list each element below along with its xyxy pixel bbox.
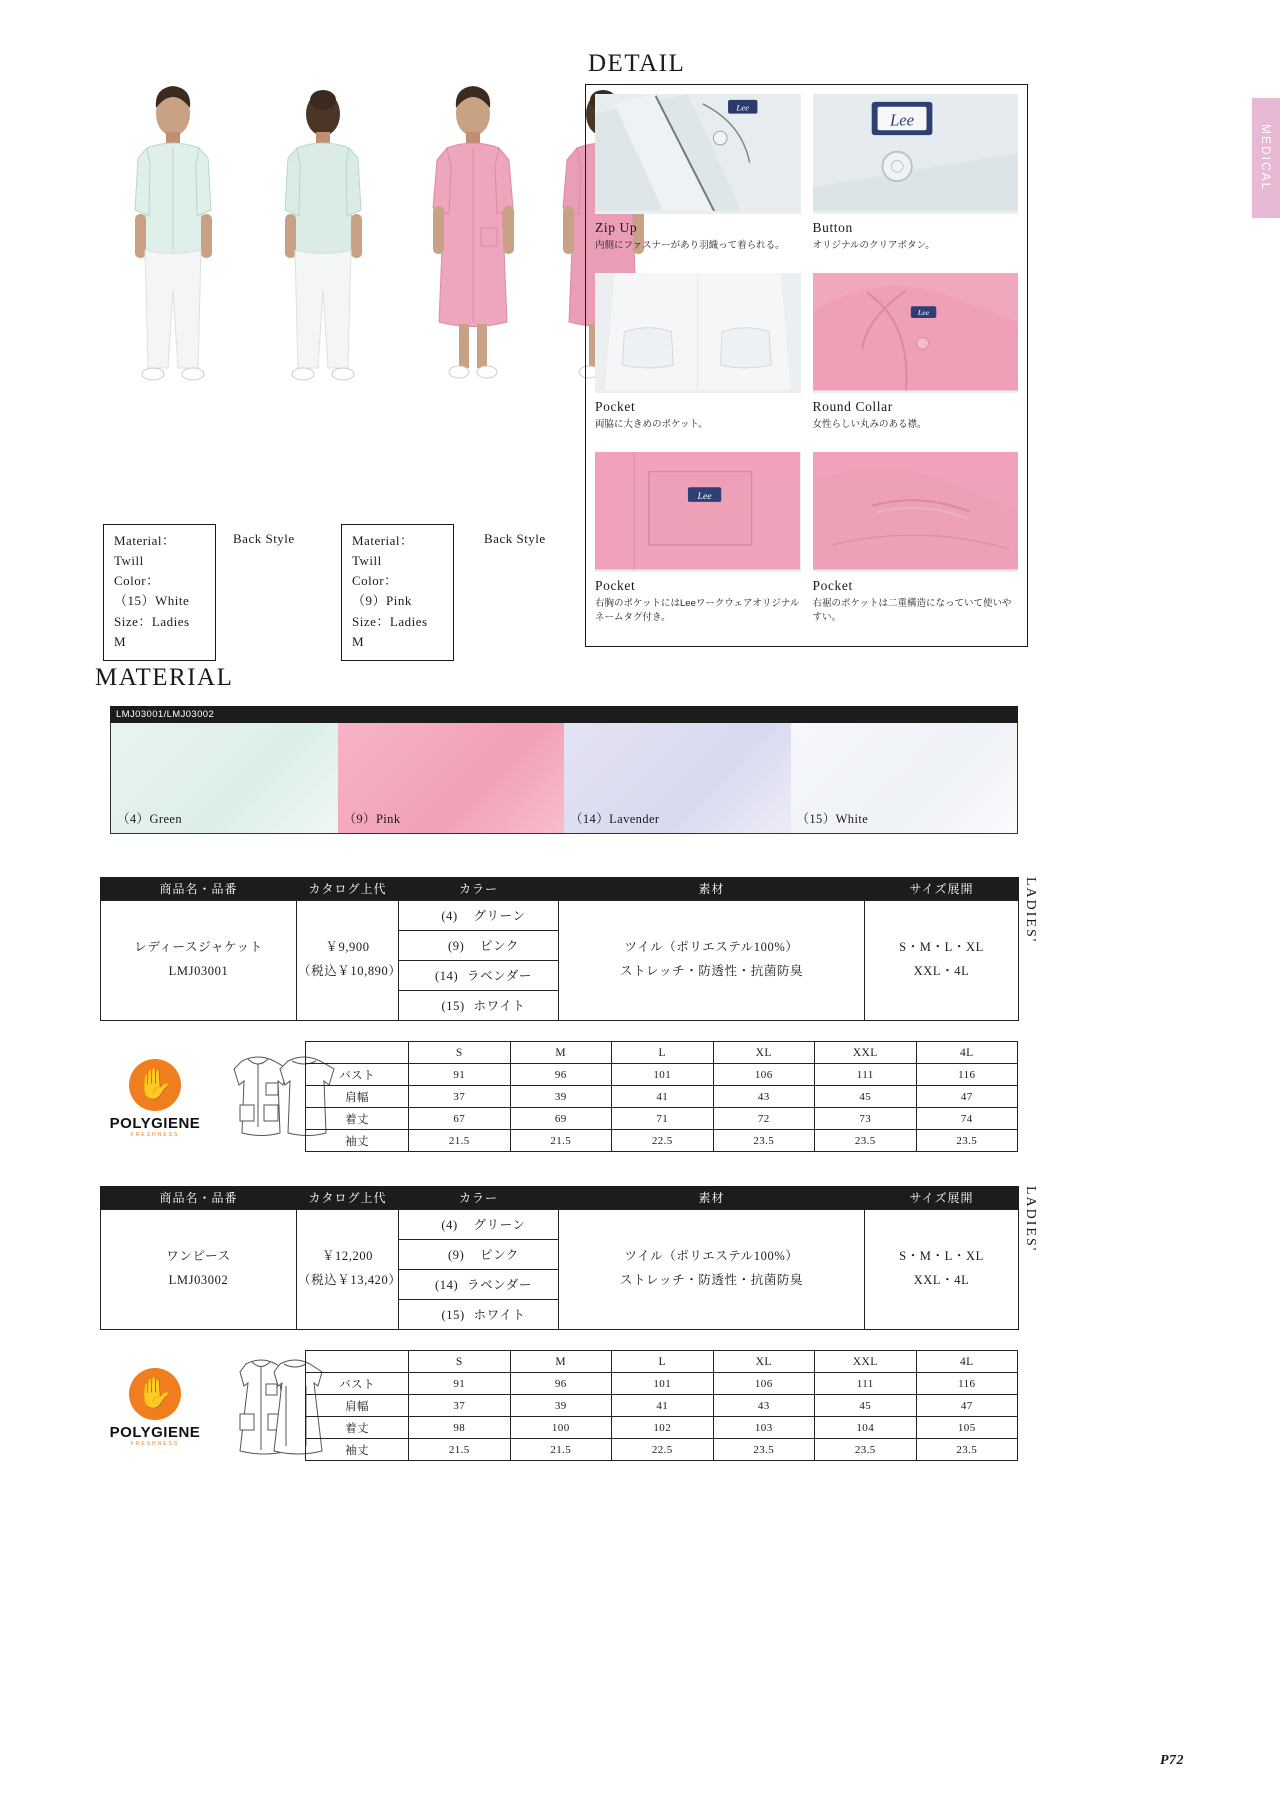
swatch-label: （4）Green bbox=[117, 812, 182, 826]
detail-item-name: Pocket bbox=[595, 578, 636, 594]
measure-value: 72 bbox=[713, 1108, 815, 1130]
size-range-2: XXL・4L bbox=[913, 964, 970, 978]
measure-label: バスト bbox=[306, 1064, 409, 1086]
model-back-green bbox=[263, 78, 383, 518]
detail-item-desc: オリジナルのクリアボタン。 bbox=[812, 240, 935, 251]
table-header-row bbox=[306, 1042, 1018, 1064]
price-value: ￥9,900 bbox=[325, 940, 370, 955]
section-tab-label: MEDICAL bbox=[1259, 124, 1273, 192]
color-number: (9) bbox=[447, 939, 465, 953]
col-price: カタログ上代 bbox=[297, 1186, 399, 1209]
svg-text:Lee: Lee bbox=[917, 308, 929, 318]
col-xxl: XXL bbox=[815, 1042, 917, 1064]
measure-value: 105 bbox=[916, 1417, 1018, 1439]
fabric-line-1: ツイル（ポリエステル100%） bbox=[624, 1249, 799, 1264]
table-row bbox=[306, 1086, 1018, 1108]
col-4l: 4L bbox=[916, 1042, 1018, 1064]
back-style-label-left: Back Style bbox=[233, 531, 295, 546]
color-name: ホワイト bbox=[473, 999, 526, 1013]
col-m: M bbox=[510, 1042, 612, 1064]
polygiene-logo bbox=[100, 1368, 210, 1447]
color-number: (15) bbox=[441, 999, 465, 1013]
color-option bbox=[399, 1239, 559, 1269]
swatch-label: （15）White bbox=[796, 812, 869, 826]
table-row bbox=[306, 1108, 1018, 1130]
detail-item-name: Round Collar bbox=[812, 399, 893, 415]
color-number: (14) bbox=[434, 969, 459, 983]
detail-photo-pocket-white bbox=[595, 273, 801, 393]
table-header-row bbox=[306, 1351, 1018, 1373]
size-range-1: S・M・L・XL bbox=[899, 940, 984, 955]
col-color: カラー bbox=[399, 1186, 559, 1209]
col-s: S bbox=[409, 1351, 511, 1373]
product-spec-table-1 bbox=[100, 877, 1019, 1021]
price-tax: （税込￥13,420） bbox=[298, 1273, 402, 1287]
polygiene-sub: FRESHNESS bbox=[130, 1441, 180, 1447]
measure-value: 100 bbox=[510, 1417, 612, 1439]
product-name-cell bbox=[101, 900, 297, 1020]
color-option bbox=[399, 960, 559, 990]
color-name: ピンク bbox=[479, 1248, 520, 1262]
size-range-2: XXL・4L bbox=[913, 1273, 970, 1287]
color-name: グリーン bbox=[473, 909, 526, 923]
polygiene-name: POLYGIENE bbox=[109, 1424, 201, 1441]
detail-item-pocket-chest bbox=[595, 452, 801, 637]
model-illustration bbox=[263, 78, 383, 518]
measure-label: 着丈 bbox=[306, 1417, 409, 1439]
table-row bbox=[101, 1209, 1019, 1239]
measure-value: 43 bbox=[713, 1395, 815, 1417]
price-value: ￥12,200 bbox=[321, 1249, 374, 1264]
table-row bbox=[306, 1439, 1018, 1461]
price-cell bbox=[297, 1209, 402, 1329]
col-color: カラー bbox=[399, 877, 559, 900]
col-size-range: サイズ展開 bbox=[865, 1186, 1019, 1209]
col-product-name: 商品名・品番 bbox=[101, 877, 297, 900]
measure-value: 116 bbox=[916, 1064, 1018, 1086]
measure-value: 47 bbox=[916, 1395, 1018, 1417]
section-tab-medical bbox=[1252, 98, 1280, 218]
product-name: ワンピース bbox=[166, 1249, 231, 1264]
measure-value: 23.5 bbox=[815, 1130, 917, 1152]
fabric-cell bbox=[559, 900, 865, 1020]
measure-value: 37 bbox=[409, 1086, 511, 1108]
detail-item-desc: 右胸のポケットにはLeeワークウェアオリジナルネームタグ付き。 bbox=[595, 598, 800, 623]
col-size-range: サイズ展開 bbox=[865, 877, 1019, 900]
col-measure bbox=[306, 1351, 409, 1373]
detail-photo-zip-up bbox=[595, 94, 801, 214]
detail-item-name: Pocket bbox=[812, 578, 853, 594]
color-number: (9) bbox=[447, 1248, 465, 1262]
col-xl: XL bbox=[713, 1351, 815, 1373]
measure-value: 23.5 bbox=[815, 1439, 917, 1461]
table-row bbox=[306, 1395, 1018, 1417]
measure-value: 69 bbox=[510, 1108, 612, 1130]
material-code: LMJ03001/LMJ03002 bbox=[110, 706, 1018, 723]
col-fabric: 素材 bbox=[559, 1186, 865, 1209]
hand-icon: ✋ bbox=[136, 1068, 174, 1101]
model-caption-right bbox=[341, 524, 454, 661]
fabric-line-2: ストレッチ・防透性・抗菌防臭 bbox=[619, 1273, 804, 1287]
size-value: Size：Ladies M bbox=[114, 613, 190, 649]
table-row bbox=[306, 1417, 1018, 1439]
fabric-cell bbox=[559, 1209, 865, 1329]
color-name: グリーン bbox=[473, 1218, 526, 1232]
detail-item-desc: 右裾のポケットは二重構造になっていて使いやすい。 bbox=[812, 598, 1012, 623]
col-price: カタログ上代 bbox=[297, 877, 399, 900]
swatch-label: （14）Lavender bbox=[570, 812, 660, 826]
measure-label: 袖丈 bbox=[306, 1130, 409, 1152]
ladies-side-label-1: LADIES' bbox=[1023, 877, 1038, 944]
svg-text:Lee: Lee bbox=[889, 110, 914, 130]
model-illustration bbox=[413, 78, 533, 518]
measure-value: 101 bbox=[612, 1373, 714, 1395]
measure-value: 116 bbox=[916, 1373, 1018, 1395]
col-xxl: XXL bbox=[815, 1351, 917, 1373]
measure-value: 104 bbox=[815, 1417, 917, 1439]
measure-value: 91 bbox=[409, 1373, 511, 1395]
detail-item-desc: 内側にファスナーがあり羽織って着られる。 bbox=[595, 240, 785, 251]
size-range-1: S・M・L・XL bbox=[899, 1249, 984, 1264]
col-s: S bbox=[409, 1042, 511, 1064]
fabric-line-2: ストレッチ・防透性・抗菌防臭 bbox=[619, 964, 804, 978]
color-option bbox=[399, 900, 559, 930]
measure-value: 21.5 bbox=[409, 1130, 511, 1152]
measure-label: 肩幅 bbox=[306, 1086, 409, 1108]
back-style-label-right: Back Style bbox=[484, 531, 546, 546]
material-swatch-green bbox=[111, 723, 338, 833]
polygiene-icon bbox=[129, 1059, 181, 1111]
col-m: M bbox=[510, 1351, 612, 1373]
material-swatch-white bbox=[791, 723, 1018, 833]
measure-value: 23.5 bbox=[916, 1130, 1018, 1152]
measure-value: 71 bbox=[612, 1108, 714, 1130]
col-xl: XL bbox=[713, 1042, 815, 1064]
color-option bbox=[399, 990, 559, 1020]
color-name: ラベンダー bbox=[466, 969, 532, 983]
price-tax: （税込￥10,890） bbox=[298, 964, 402, 978]
measure-label: 肩幅 bbox=[306, 1395, 409, 1417]
measure-label: バスト bbox=[306, 1373, 409, 1395]
size-row-jacket bbox=[100, 1041, 1018, 1151]
measure-value: 21.5 bbox=[409, 1439, 511, 1461]
material-value: Twill bbox=[114, 553, 144, 569]
color-number: (4) bbox=[441, 909, 458, 923]
polygiene-name: POLYGIENE bbox=[109, 1115, 201, 1132]
color-option bbox=[399, 930, 559, 960]
detail-panel bbox=[585, 84, 1028, 647]
color-number: (14) bbox=[434, 1278, 459, 1292]
color-name: ラベンダー bbox=[466, 1278, 532, 1292]
svg-text:Lee: Lee bbox=[736, 102, 750, 113]
product-name: レディースジャケット bbox=[134, 940, 263, 955]
color-option bbox=[399, 1269, 559, 1299]
material-label: Material： bbox=[352, 533, 414, 548]
table-row bbox=[306, 1373, 1018, 1395]
material-label: Material： bbox=[114, 533, 176, 548]
detail-photo-round-collar bbox=[813, 273, 1019, 393]
color-value: （15）White bbox=[114, 593, 190, 609]
measure-value: 106 bbox=[713, 1064, 815, 1086]
size-row-dress bbox=[100, 1350, 1018, 1460]
col-l: L bbox=[612, 1351, 714, 1373]
col-measure bbox=[306, 1042, 409, 1064]
measure-value: 21.5 bbox=[510, 1130, 612, 1152]
measure-value: 102 bbox=[612, 1417, 714, 1439]
product-name-cell bbox=[101, 1209, 297, 1329]
measure-value: 91 bbox=[409, 1064, 511, 1086]
measure-value: 23.5 bbox=[916, 1439, 1018, 1461]
color-number: (15) bbox=[441, 1308, 465, 1322]
page-number: P72 bbox=[1159, 1753, 1184, 1768]
measure-value: 98 bbox=[409, 1417, 511, 1439]
measure-value: 39 bbox=[510, 1395, 612, 1417]
measure-value: 43 bbox=[713, 1086, 815, 1108]
measure-value: 23.5 bbox=[713, 1130, 815, 1152]
size-range-cell bbox=[865, 1209, 1019, 1329]
product-block-jacket bbox=[100, 877, 1038, 1021]
fabric-line-1: ツイル（ポリエステル100%） bbox=[624, 940, 799, 955]
product-spec-table-2 bbox=[100, 1186, 1019, 1330]
col-4l: 4L bbox=[916, 1351, 1018, 1373]
product-block-dress bbox=[100, 1186, 1038, 1330]
detail-item-round-collar bbox=[813, 273, 1019, 444]
model-front-pink bbox=[413, 78, 533, 518]
measurement-table-jacket bbox=[305, 1041, 1018, 1152]
polygiene-logo bbox=[100, 1059, 210, 1138]
detail-photo-pocket-hem bbox=[813, 452, 1019, 572]
detail-item-zip-up bbox=[595, 94, 801, 265]
table-row bbox=[306, 1064, 1018, 1086]
detail-heading: DETAIL bbox=[588, 50, 686, 77]
material-heading: MATERIAL bbox=[95, 664, 234, 691]
measure-value: 21.5 bbox=[510, 1439, 612, 1461]
measure-value: 96 bbox=[510, 1064, 612, 1086]
svg-text:Lee: Lee bbox=[697, 491, 712, 503]
color-option bbox=[399, 1299, 559, 1329]
product-code: LMJ03002 bbox=[168, 1273, 229, 1287]
measure-value: 22.5 bbox=[612, 1130, 714, 1152]
measure-value: 106 bbox=[713, 1373, 815, 1395]
table-header-row bbox=[101, 877, 1019, 900]
col-fabric: 素材 bbox=[559, 877, 865, 900]
measure-value: 45 bbox=[815, 1086, 917, 1108]
measure-value: 101 bbox=[612, 1064, 714, 1086]
material-swatch-pink bbox=[338, 723, 565, 833]
price-cell bbox=[297, 900, 402, 1020]
detail-photo-pocket-chest bbox=[595, 452, 801, 572]
polygiene-icon bbox=[129, 1368, 181, 1420]
color-name: ピンク bbox=[479, 939, 520, 953]
color-label: Color： bbox=[114, 573, 160, 589]
detail-item-name: Pocket bbox=[595, 399, 636, 415]
measurement-table-dress bbox=[305, 1350, 1018, 1461]
measure-value: 67 bbox=[409, 1108, 511, 1130]
measure-value: 23.5 bbox=[713, 1439, 815, 1461]
model-front-green bbox=[113, 78, 233, 518]
hand-icon: ✋ bbox=[136, 1377, 174, 1410]
measure-value: 39 bbox=[510, 1086, 612, 1108]
measure-value: 111 bbox=[815, 1373, 917, 1395]
table-row bbox=[306, 1130, 1018, 1152]
col-l: L bbox=[612, 1042, 714, 1064]
polygiene-sub: FRESHNESS bbox=[130, 1132, 180, 1138]
measure-value: 41 bbox=[612, 1395, 714, 1417]
measure-value: 111 bbox=[815, 1064, 917, 1086]
measure-value: 73 bbox=[815, 1108, 917, 1130]
swatch-label: （9）Pink bbox=[343, 812, 401, 826]
detail-item-name: Button bbox=[812, 220, 853, 235]
measure-value: 37 bbox=[409, 1395, 511, 1417]
size-value: Size：Ladies M bbox=[352, 613, 428, 649]
detail-item-pocket-white bbox=[595, 273, 801, 444]
color-label: Color： bbox=[352, 573, 398, 589]
measure-label: 着丈 bbox=[306, 1108, 409, 1130]
measure-value: 103 bbox=[713, 1417, 815, 1439]
detail-item-pocket-hem bbox=[813, 452, 1019, 637]
material-swatch-list bbox=[111, 723, 1017, 833]
material-swatch-lavender bbox=[564, 723, 791, 833]
detail-item-button bbox=[813, 94, 1019, 265]
detail-item-desc: 両脇に大きめのポケット。 bbox=[595, 419, 708, 431]
material-value: Twill bbox=[352, 553, 382, 569]
detail-photo-button bbox=[813, 94, 1019, 214]
model-caption-left bbox=[103, 524, 216, 661]
measure-label: 袖丈 bbox=[306, 1439, 409, 1461]
table-header-row bbox=[101, 1186, 1019, 1209]
color-number: (4) bbox=[441, 1218, 458, 1232]
measure-value: 22.5 bbox=[612, 1439, 714, 1461]
measure-value: 47 bbox=[916, 1086, 1018, 1108]
col-product-name: 商品名・品番 bbox=[101, 1186, 297, 1209]
product-code: LMJ03001 bbox=[168, 964, 229, 978]
measure-value: 74 bbox=[916, 1108, 1018, 1130]
detail-item-desc: 女性らしい丸みのある襟。 bbox=[812, 419, 927, 431]
table-row bbox=[101, 900, 1019, 930]
color-name: ホワイト bbox=[473, 1308, 526, 1322]
color-value: （9）Pink bbox=[352, 593, 412, 609]
measure-value: 45 bbox=[815, 1395, 917, 1417]
size-range-cell bbox=[865, 900, 1019, 1020]
measure-value: 96 bbox=[510, 1373, 612, 1395]
detail-item-name: Zip Up bbox=[595, 220, 638, 235]
color-option bbox=[399, 1209, 559, 1239]
measure-value: 41 bbox=[612, 1086, 714, 1108]
ladies-side-label-2: LADIES' bbox=[1023, 1186, 1038, 1253]
model-illustration bbox=[113, 78, 233, 518]
